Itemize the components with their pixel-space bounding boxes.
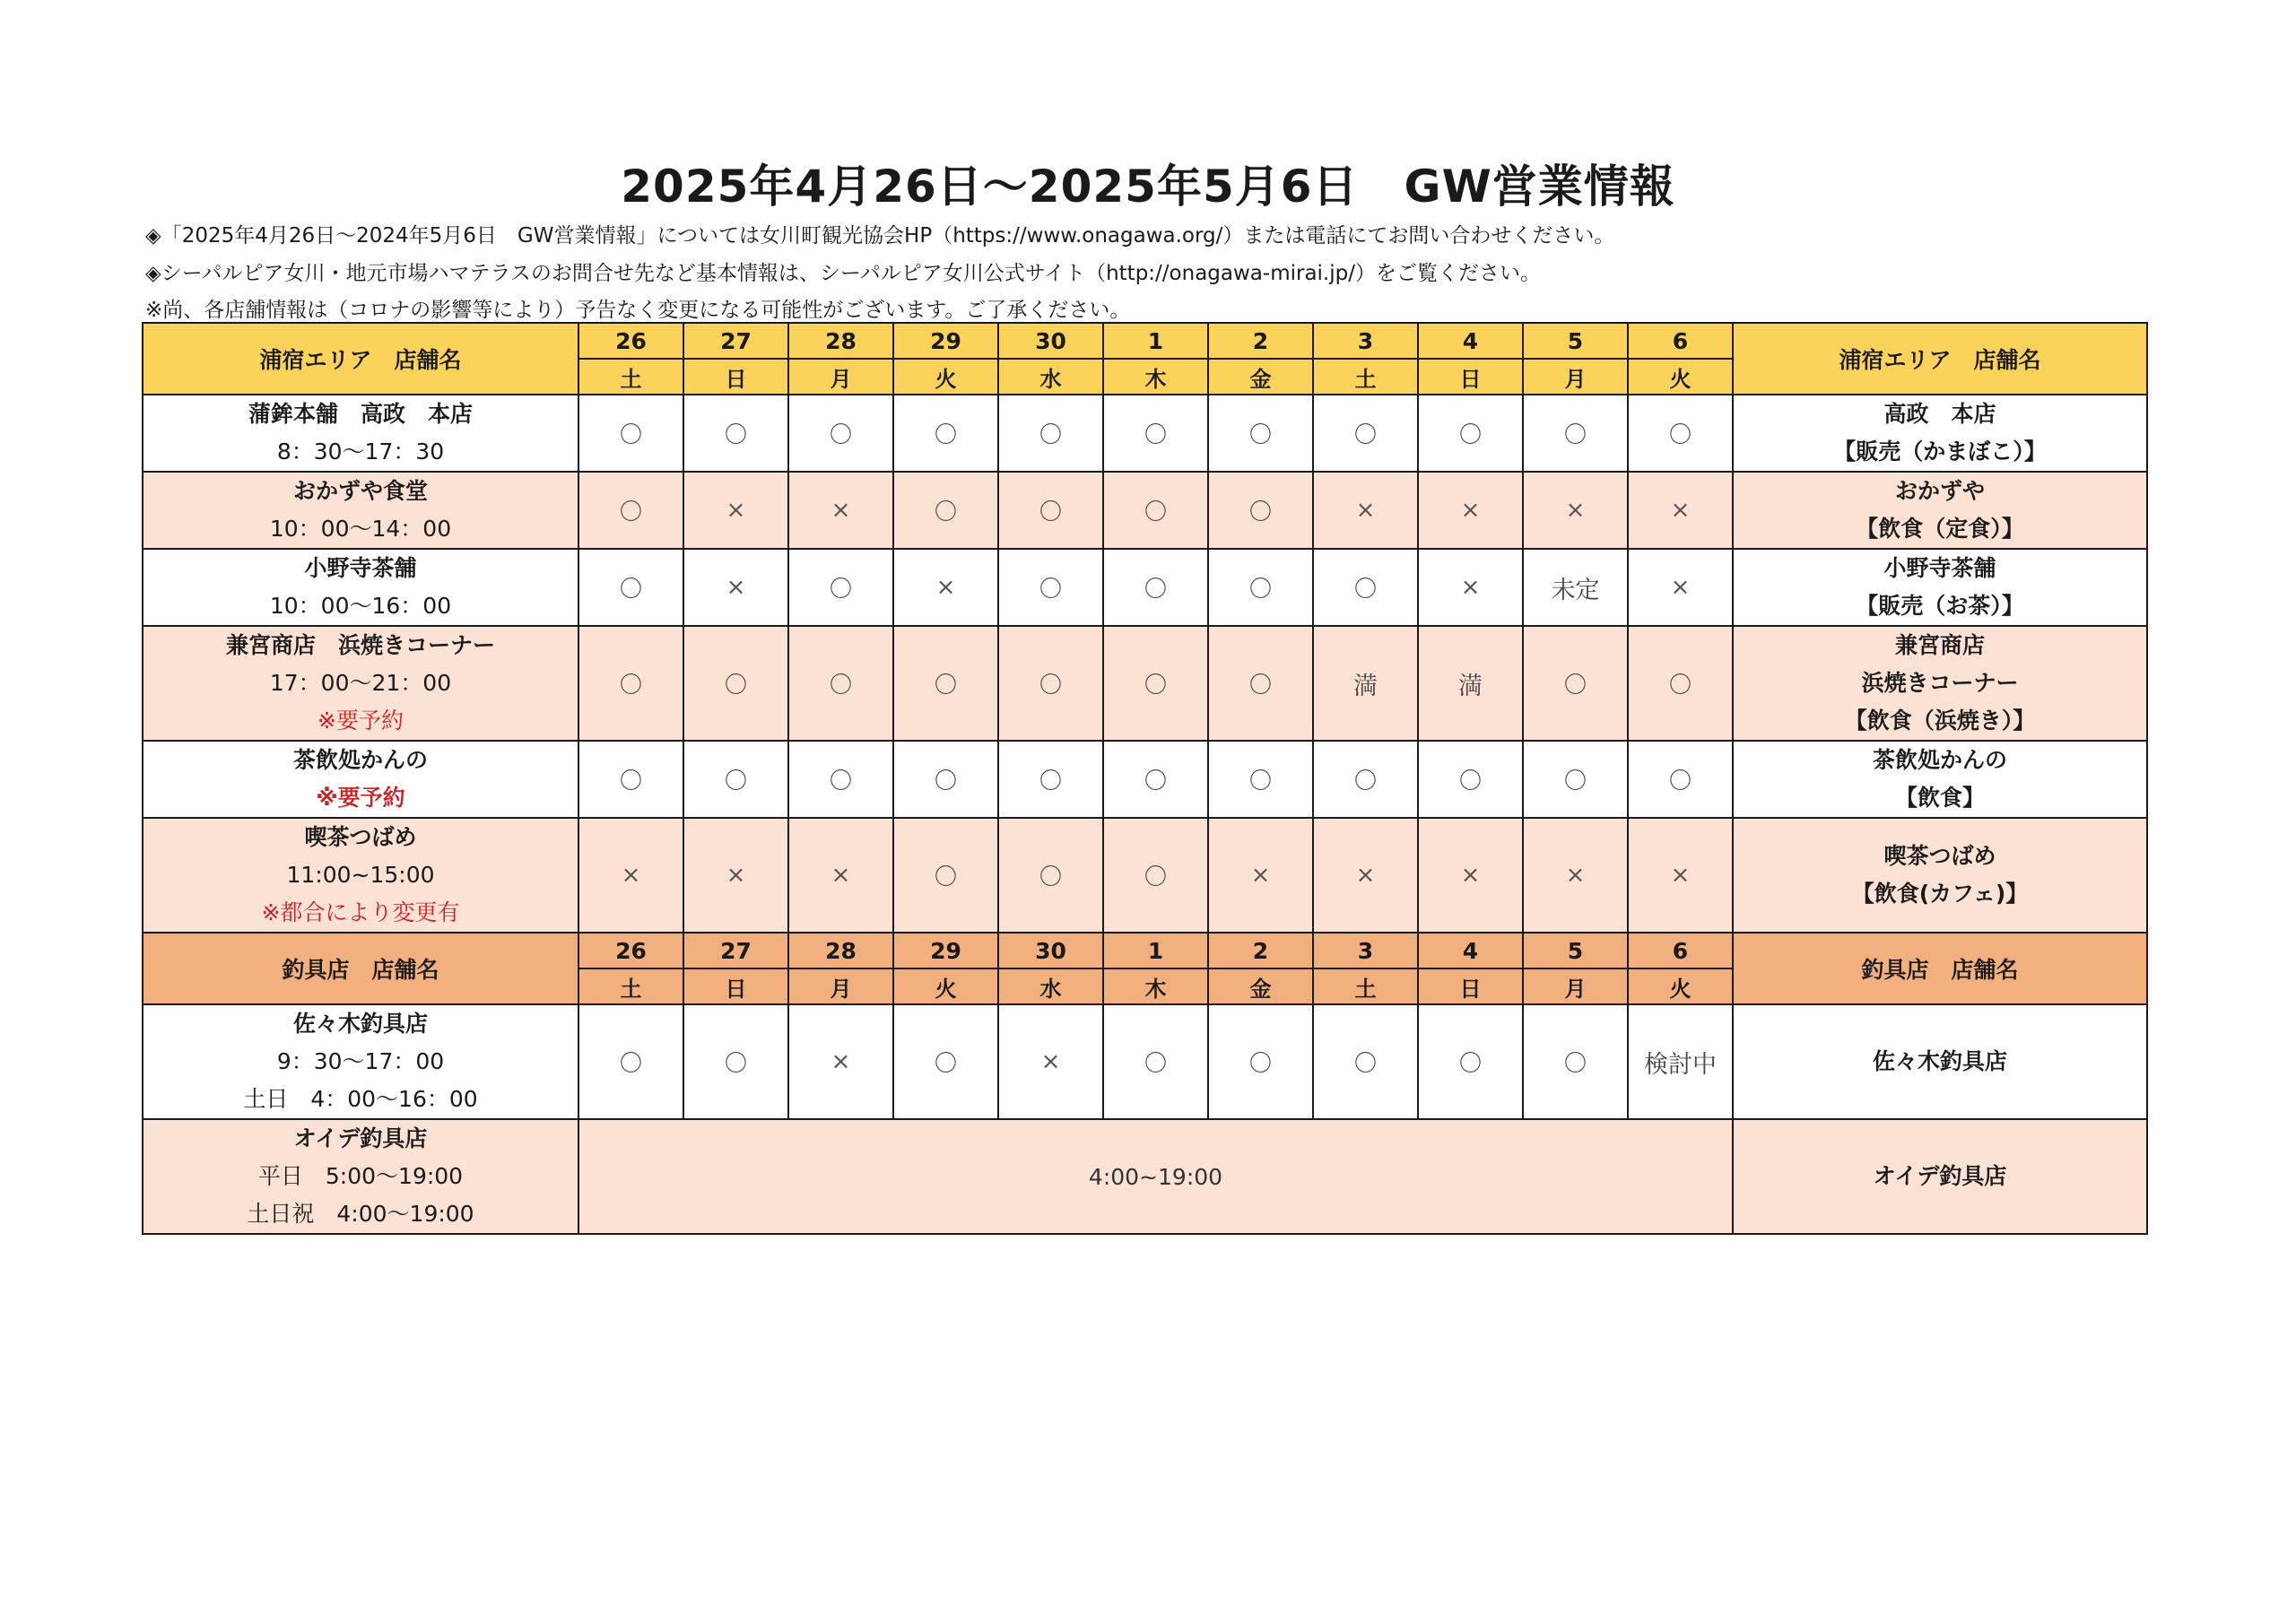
store-label: 浜焼きコーナー: [1861, 670, 2019, 696]
section2-header-dates: [143, 933, 2147, 968]
status-cell: 〇: [578, 472, 683, 549]
date-cell: 4: [1418, 933, 1523, 968]
status-cell: 〇: [1313, 549, 1418, 626]
date-cell: 27: [683, 933, 788, 968]
weekday-cell: 土: [1313, 359, 1418, 395]
schedule-body: [143, 323, 2147, 1234]
store-name: 佐々木釣具店: [292, 1011, 428, 1037]
store-name-cell: [143, 626, 578, 741]
store-name-cell: [143, 741, 578, 818]
status-cell: ×: [1628, 472, 1733, 549]
date-cell: 26: [578, 323, 683, 359]
status-cell: 〇: [1103, 549, 1208, 626]
note-disclaimer: ※尚、各店舗情報は（コロナの影響等により）予告なく変更になる可能性がございます。ご了承ください。: [145, 299, 1131, 322]
section2-left-header: 釣具店 店舗名: [143, 933, 578, 1004]
status-cell: 〇: [578, 626, 683, 741]
date-cell: 2: [1208, 933, 1313, 968]
store-hours: 8：30～17：30: [276, 439, 445, 465]
store-name-cell: [143, 1119, 578, 1234]
status-cell: 〇: [1208, 395, 1313, 472]
store-name: おかずや食堂: [292, 478, 428, 504]
status-cell: 〇: [1523, 626, 1628, 741]
status-cell: 〇: [1103, 741, 1208, 818]
weekday-cell: 木: [1103, 359, 1208, 395]
status-cell: 〇: [998, 472, 1103, 549]
status-cell: ×: [1628, 549, 1733, 626]
status-cell: 〇: [893, 626, 998, 741]
hours-span-cell: 4:00~19:00: [578, 1119, 1733, 1234]
section1-header-dates: [143, 323, 2147, 359]
weekday-cell: 日: [1418, 968, 1523, 1004]
status-cell: ×: [1523, 472, 1628, 549]
status-cell: ×: [1628, 818, 1733, 933]
store-label: 高政 本店: [1883, 401, 1996, 427]
status-cell: 〇: [1628, 741, 1733, 818]
store-label: オイデ釣具店: [1873, 1163, 2007, 1189]
weekday-cell: 火: [1628, 359, 1733, 395]
weekday-cell: 金: [1208, 359, 1313, 395]
status-cell: 〇: [1103, 1004, 1208, 1119]
status-cell: 〇: [1208, 1004, 1313, 1119]
status-cell: 〇: [1208, 626, 1313, 741]
store-hours: 土日祝 4:00～19:00: [247, 1201, 474, 1227]
date-cell: 29: [893, 933, 998, 968]
store-category: 【飲食（定食）】: [1856, 516, 2024, 542]
store-name: 蒲鉾本舗 高政 本店: [248, 401, 473, 427]
store-name-cell: [143, 395, 578, 472]
weekday-cell: 日: [1418, 359, 1523, 395]
store-hours: 10：00～14：00: [269, 516, 452, 542]
status-cell: 〇: [683, 626, 788, 741]
weekday-cell: 土: [1313, 968, 1418, 1004]
status-cell: ×: [1418, 549, 1523, 626]
date-cell: 27: [683, 323, 788, 359]
date-cell: 3: [1313, 933, 1418, 968]
store-name: 小野寺茶舗: [304, 555, 417, 581]
store-category-cell: [1733, 395, 2147, 472]
store-name-cell: [143, 818, 578, 933]
status-cell: ×: [998, 1004, 1103, 1119]
status-cell: 〇: [1208, 741, 1313, 818]
status-cell: 〇: [1523, 741, 1628, 818]
store-category-cell: [1733, 472, 2147, 549]
status-cell: ×: [1313, 818, 1418, 933]
status-cell: 〇: [788, 741, 893, 818]
status-cell: ×: [1313, 472, 1418, 549]
weekday-cell: 日: [683, 968, 788, 1004]
status-cell: 〇: [1418, 741, 1523, 818]
store-name: 兼宮商店 浜焼きコーナー: [225, 632, 495, 658]
status-cell: 〇: [1208, 549, 1313, 626]
store-name-cell: [143, 1004, 578, 1119]
store-row: [143, 549, 2147, 626]
status-cell: 〇: [1523, 395, 1628, 472]
status-cell: 〇: [788, 549, 893, 626]
store-hours: 9：30～17：00: [276, 1048, 445, 1074]
date-cell: 26: [578, 933, 683, 968]
store-row: [143, 395, 2147, 472]
status-cell: ×: [1418, 818, 1523, 933]
status-cell: ×: [1523, 818, 1628, 933]
status-cell: 〇: [1103, 472, 1208, 549]
status-cell: 〇: [998, 549, 1103, 626]
weekday-cell: 火: [1628, 968, 1733, 1004]
weekday-cell: 月: [1523, 359, 1628, 395]
store-category-cell: [1733, 626, 2147, 741]
store-label: 茶飲処かんの: [1872, 747, 2007, 773]
store-label: 兼宮商店: [1894, 632, 1985, 658]
status-cell: ×: [788, 818, 893, 933]
status-cell: ×: [578, 818, 683, 933]
status-cell: 〇: [1628, 626, 1733, 741]
status-cell: 〇: [893, 395, 998, 472]
status-cell: 〇: [1628, 395, 1733, 472]
weekday-cell: 金: [1208, 968, 1313, 1004]
store-row: [143, 741, 2147, 818]
store-label: おかずや: [1894, 478, 1985, 504]
status-cell: 〇: [788, 626, 893, 741]
schedule-table: [142, 322, 2148, 1235]
weekday-cell: 月: [1523, 968, 1628, 1004]
status-cell: ×: [788, 472, 893, 549]
section2-right-header: 釣具店 店舗名: [1733, 933, 2147, 1004]
status-cell: 〇: [683, 741, 788, 818]
date-cell: 29: [893, 323, 998, 359]
store-category-cell: [1733, 741, 2147, 818]
date-cell: 6: [1628, 323, 1733, 359]
store-name-cell: [143, 472, 578, 549]
date-cell: 1: [1103, 933, 1208, 968]
store-row: [143, 1004, 2147, 1119]
store-hours: 17：00～21：00: [269, 670, 452, 696]
status-cell: 〇: [998, 818, 1103, 933]
section1-right-header: 浦宿エリア 店舗名: [1733, 323, 2147, 395]
store-note: ※要予約: [317, 708, 404, 734]
status-cell: 〇: [788, 395, 893, 472]
date-cell: 3: [1313, 323, 1418, 359]
status-cell: 〇: [893, 472, 998, 549]
status-cell: 満: [1313, 626, 1418, 741]
date-cell: 4: [1418, 323, 1523, 359]
date-cell: 30: [998, 323, 1103, 359]
status-cell: 〇: [998, 395, 1103, 472]
status-cell: 〇: [578, 1004, 683, 1119]
store-category-cell: [1733, 1119, 2147, 1234]
note-basic-info: ◈シーパルピア女川・地元市場ハマテラスのお問合せ先など基本情報は、シーパルピア女川公式サイト（http://onagawa-mirai.jp/）をご覧ください。: [145, 262, 1541, 285]
weekday-cell: 火: [893, 359, 998, 395]
status-cell: 未定: [1523, 549, 1628, 626]
store-note: ※要予約: [316, 785, 405, 811]
section1-left-header: 浦宿エリア 店舗名: [143, 323, 578, 395]
date-cell: 6: [1628, 933, 1733, 968]
weekday-cell: 土: [578, 359, 683, 395]
store-category-cell: [1733, 1004, 2147, 1119]
store-category: 【飲食（浜焼き）】: [1844, 708, 2036, 734]
date-cell: 5: [1523, 323, 1628, 359]
status-cell: 〇: [1313, 395, 1418, 472]
store-label: 佐々木釣具店: [1872, 1048, 2007, 1074]
page-title: 2025年4月26日～2025年5月6日 GW営業情報: [621, 161, 1675, 213]
status-cell: 〇: [893, 741, 998, 818]
store-hours: 11:00~15:00: [286, 862, 435, 888]
date-cell: 5: [1523, 933, 1628, 968]
status-cell: 〇: [578, 395, 683, 472]
weekday-cell: 月: [788, 359, 893, 395]
status-cell: 〇: [1208, 472, 1313, 549]
store-note: ※都合により変更有: [261, 899, 460, 925]
date-cell: 2: [1208, 323, 1313, 359]
status-cell: 〇: [1103, 395, 1208, 472]
store-row: [143, 472, 2147, 549]
store-category: 【販売（お茶）】: [1856, 593, 2024, 619]
store-category-cell: [1733, 818, 2147, 933]
weekday-cell: 木: [1103, 968, 1208, 1004]
store-name: 喫茶つばめ: [304, 824, 417, 850]
store-row: [143, 1119, 2147, 1234]
status-cell: 〇: [578, 549, 683, 626]
weekday-cell: 月: [788, 968, 893, 1004]
status-cell: ×: [683, 818, 788, 933]
date-cell: 1: [1103, 323, 1208, 359]
store-category: 【販売（かまぼこ）】: [1833, 439, 2047, 465]
status-cell: 〇: [1418, 395, 1523, 472]
status-cell: 検討中: [1628, 1004, 1733, 1119]
store-row: [143, 626, 2147, 741]
weekday-cell: 水: [998, 359, 1103, 395]
store-label: 小野寺茶舗: [1883, 555, 1996, 581]
store-category: 【飲食】: [1894, 785, 1985, 811]
status-cell: ×: [683, 549, 788, 626]
store-name: 茶飲処かんの: [292, 747, 428, 773]
status-cell: ×: [683, 472, 788, 549]
store-category-cell: [1733, 549, 2147, 626]
weekday-cell: 火: [893, 968, 998, 1004]
status-cell: ×: [893, 549, 998, 626]
status-cell: 〇: [683, 1004, 788, 1119]
status-cell: 〇: [893, 818, 998, 933]
weekday-cell: 土: [578, 968, 683, 1004]
status-cell: 〇: [1103, 626, 1208, 741]
status-cell: 〇: [998, 741, 1103, 818]
status-cell: 〇: [683, 395, 788, 472]
store-hours: 10：00～16：00: [269, 593, 452, 619]
note-contact: ◈「2025年4月26日～2024年5月6日 GW営業情報」については女川町観光協会HP（https://www.onagawa.org/）または電話にてお問い合わせください。: [145, 224, 1615, 248]
status-cell: 〇: [1313, 741, 1418, 818]
date-cell: 28: [788, 933, 893, 968]
store-name: オイデ釣具店: [293, 1125, 428, 1151]
date-cell: 28: [788, 323, 893, 359]
status-cell: 〇: [893, 1004, 998, 1119]
date-cell: 30: [998, 933, 1103, 968]
store-row: [143, 818, 2147, 933]
weekday-cell: 日: [683, 359, 788, 395]
status-cell: 〇: [1313, 1004, 1418, 1119]
status-cell: 〇: [578, 741, 683, 818]
store-category: 【飲食(カフェ)】: [1851, 881, 2029, 907]
status-cell: 満: [1418, 626, 1523, 741]
store-hours: 平日 5:00～19:00: [257, 1163, 464, 1189]
status-cell: ×: [788, 1004, 893, 1119]
status-cell: ×: [1418, 472, 1523, 549]
status-cell: 〇: [1103, 818, 1208, 933]
status-cell: 〇: [998, 626, 1103, 741]
store-hours: 土日 4：00～16：00: [243, 1086, 478, 1112]
status-cell: 〇: [1523, 1004, 1628, 1119]
store-name-cell: [143, 549, 578, 626]
store-label: 喫茶つばめ: [1883, 843, 1996, 869]
weekday-cell: 水: [998, 968, 1103, 1004]
status-cell: ×: [1208, 818, 1313, 933]
status-cell: 〇: [1418, 1004, 1523, 1119]
